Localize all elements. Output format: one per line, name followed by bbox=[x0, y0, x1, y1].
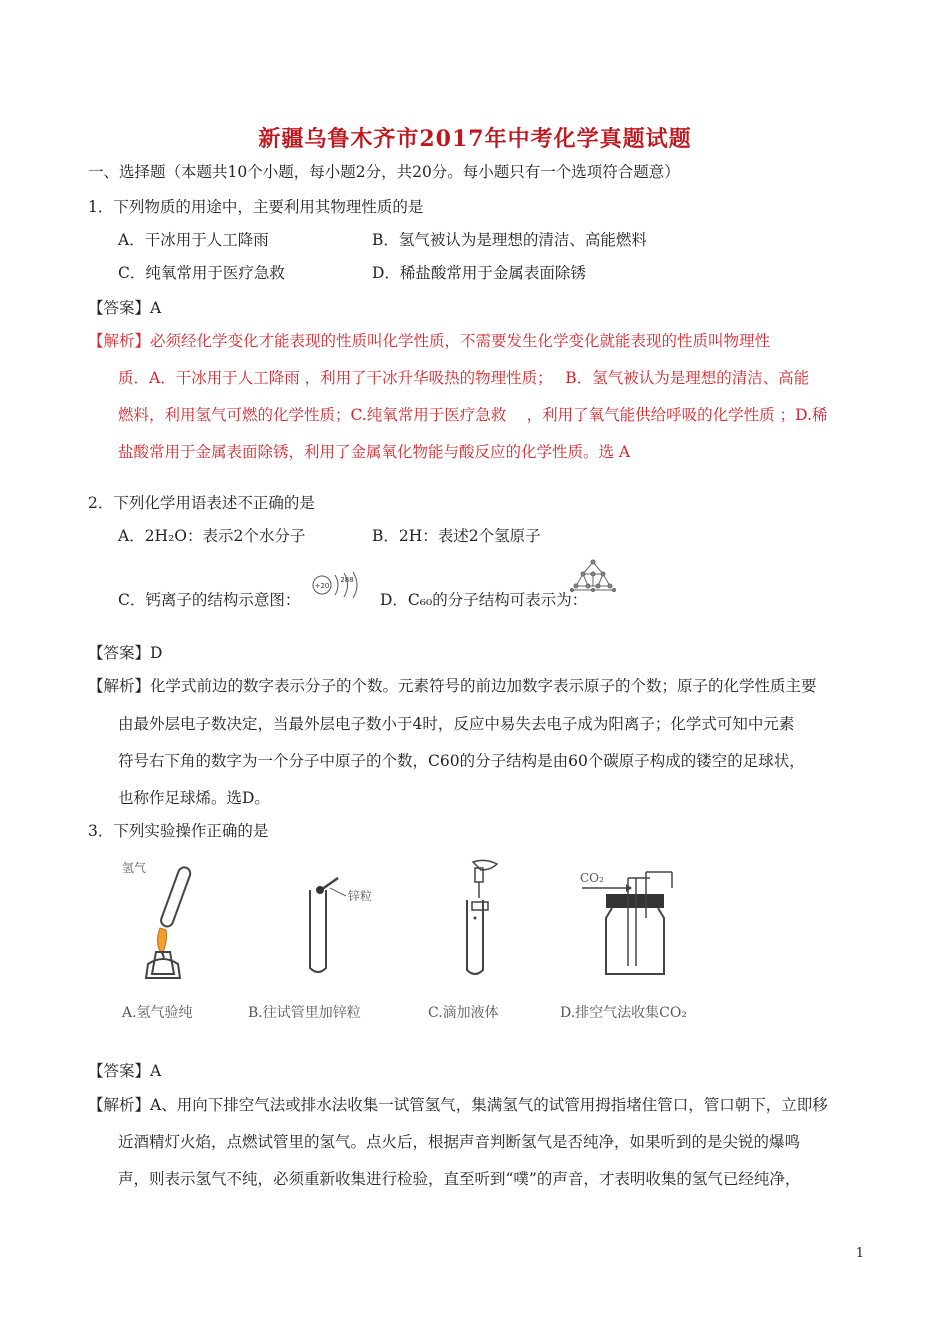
figure-caption: D.排空气法收集CO₂ bbox=[560, 1005, 687, 1021]
c60-molecule-icon bbox=[568, 556, 618, 596]
q2-stem: 2．下列化学用语表述不正确的是 bbox=[88, 494, 315, 512]
q1-stem: 1．下列物质的用途中，主要利用其物理性质的是 bbox=[88, 198, 424, 216]
q2-analysis-line: 符号右下角的数字为一个分子中原子的个数，C60的分子结构是由60个碳原子构成的镂空的足球状， bbox=[118, 752, 805, 770]
calcium-ion-diagram-icon bbox=[311, 570, 367, 602]
q2-option-c: C．钙离子的结构示意图： bbox=[118, 591, 301, 609]
zinc-granule-figure bbox=[290, 860, 400, 980]
q2-option-a: A．2H₂O：表示2个水分子 bbox=[118, 527, 306, 545]
q2-answer: 【答案】D bbox=[88, 644, 163, 662]
figure-caption: C.滴加液体 bbox=[428, 1005, 499, 1021]
figure-b-label: 锌粒 bbox=[348, 889, 373, 903]
dropper-figure bbox=[445, 858, 515, 983]
q2-analysis-line: 【解析】化学式前边的数字表示分子的个数。元素符号的前边加数字表示原子的个数；原子的化学性质主要 bbox=[88, 677, 817, 695]
figure-a-label: 氢气 bbox=[122, 861, 147, 875]
q3-answer: 【答案】A bbox=[88, 1062, 162, 1080]
q1-analysis-line: 质．A．干冰用于人工降雨 ，利用了干冰升华吸热的物理性质； B．氢气被认为是理想的清洁、高能 bbox=[118, 369, 810, 387]
co2-collection-figure bbox=[576, 858, 696, 982]
q1-analysis-line: 盐酸常用于金属表面除锈，利用了金属氧化物能与酸反应的化学性质。选 A bbox=[118, 443, 631, 461]
figure-d-label: CO₂ bbox=[580, 871, 604, 885]
ion-shell-electrons: 288 bbox=[340, 576, 354, 584]
page-number: 1 bbox=[855, 1246, 864, 1261]
q1-analysis-line: 【解析】必须经化学变化才能表现的性质叫化学性质，不需要发生化学变化就能表现的性质叫物理性 bbox=[88, 332, 771, 350]
ion-nucleus-label: +20 bbox=[314, 582, 330, 590]
q1-option-a: A．干冰用于人工降雨 bbox=[118, 231, 269, 249]
q1-option-b: B．氢气被认为是理想的清洁、高能燃料 bbox=[372, 231, 647, 249]
q3-analysis-line: 声，则表示氢气不纯，必须重新收集进行检验，直至听到“噗”的声音，才表明收集的氢气已经纯净， bbox=[118, 1170, 801, 1188]
q2-option-b: B．2H：表述2个氢原子 bbox=[372, 527, 541, 545]
q2-analysis-line: 也称作足球烯。选D。 bbox=[118, 789, 270, 807]
q1-answer: 【答案】A bbox=[88, 299, 162, 317]
q1-option-d: D．稀盐酸常用于金属表面除锈 bbox=[372, 264, 586, 282]
page-title: 新疆乌鲁木齐市2017年中考化学真题试题 bbox=[258, 126, 692, 152]
figure-caption: A.氢气验纯 bbox=[122, 1005, 193, 1021]
figure-caption: B.往试管里加锌粒 bbox=[248, 1005, 361, 1021]
q2-option-d: D．C₆₀的分子结构可表示为： bbox=[380, 591, 588, 609]
q2-analysis-line: 由最外层电子数决定，当最外层电子数小于4时，反应中易失去电子成为阳离子；化学式可知中元素 bbox=[118, 715, 795, 733]
q3-stem: 3．下列实验操作正确的是 bbox=[88, 822, 269, 840]
q1-analysis-line: 燃料，利用氢气可燃的化学性质；C.纯氧常用于医疗急救 ，利用了氧气能供给呼吸的化学性质 ；D.稀 bbox=[118, 406, 828, 424]
q1-option-c: C．纯氧常用于医疗急救 bbox=[118, 264, 285, 282]
section-heading: 一、选择题（本题共10个小题，每小题2分，共20分。每小题只有一个选项符合题意） bbox=[88, 163, 680, 181]
hydrogen-purity-test-figure bbox=[118, 856, 228, 986]
q3-analysis-line: 近酒精灯火焰，点燃试管里的氢气。点火后，根据声音判断氢气是否纯净，如果听到的是尖锐的爆鸣 bbox=[118, 1133, 801, 1151]
q3-analysis-line: 【解析】A、用向下排空气法或排水法收集一试管氢气，集满氢气的试管用拇指堵住管口，管口朝下，立即移 bbox=[88, 1096, 828, 1114]
